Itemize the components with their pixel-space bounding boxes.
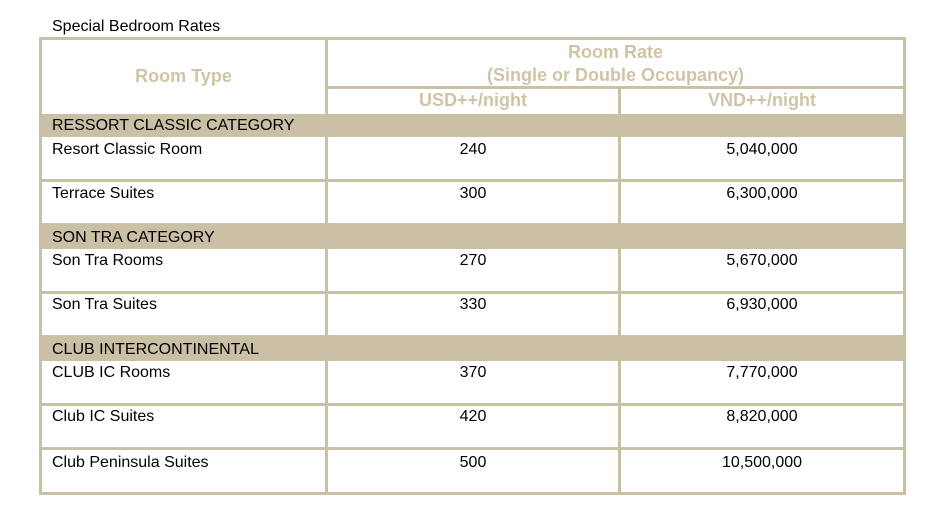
usd-rate-cell: 300 [459, 185, 487, 202]
occupancy-header: (Single or Double Occupancy) [486, 65, 745, 85]
header-divider [328, 86, 903, 89]
usd-rate-cell: 370 [459, 364, 487, 381]
room-type-cell: Resort Classic Room [52, 141, 203, 158]
row-divider [42, 403, 903, 406]
usd-rate-cell: 500 [459, 454, 487, 471]
category-band [42, 226, 903, 249]
category-label: SON TRA CATEGORY [52, 229, 215, 246]
room-type-header: Room Type [135, 66, 232, 86]
room-type-cell: Club IC Suites [52, 408, 155, 425]
usd-rate-cell: 420 [459, 408, 487, 425]
room-type-cell: Son Tra Suites [52, 296, 157, 313]
usd-rate-cell: 330 [459, 296, 487, 313]
category-label: CLUB INTERCONTINENTAL [52, 341, 259, 358]
category-band [42, 338, 903, 361]
row-divider [42, 291, 903, 294]
vnd-rate-cell: 5,040,000 [726, 141, 798, 158]
vnd-rate-cell: 8,820,000 [726, 408, 798, 425]
vnd-rate-cell: 7,770,000 [726, 364, 798, 381]
vnd-rate-cell: 5,670,000 [726, 252, 798, 269]
room-type-cell: Terrace Suites [52, 185, 155, 202]
category-band [42, 114, 903, 137]
room-type-cell: Son Tra Rooms [52, 252, 164, 269]
usd-header: USD++/night [418, 90, 527, 110]
usd-rate-cell: 240 [459, 141, 487, 158]
room-type-cell: CLUB IC Rooms [52, 364, 171, 381]
row-divider [42, 179, 903, 182]
vnd-header: VND++/night [707, 90, 816, 110]
rates-table [39, 37, 906, 495]
page-title: Special Bedroom Rates [52, 18, 221, 35]
room-type-cell: Club Peninsula Suites [52, 454, 209, 471]
vnd-rate-cell: 6,300,000 [726, 185, 798, 202]
row-divider [42, 447, 903, 450]
room-rate-header: Room Rate [567, 42, 663, 62]
column-divider-2 [618, 86, 621, 114]
vnd-rate-cell: 6,930,000 [726, 296, 798, 313]
category-label: RESSORT CLASSIC CATEGORY [52, 117, 295, 134]
usd-rate-cell: 270 [459, 252, 487, 269]
vnd-rate-cell: 10,500,000 [721, 454, 803, 471]
